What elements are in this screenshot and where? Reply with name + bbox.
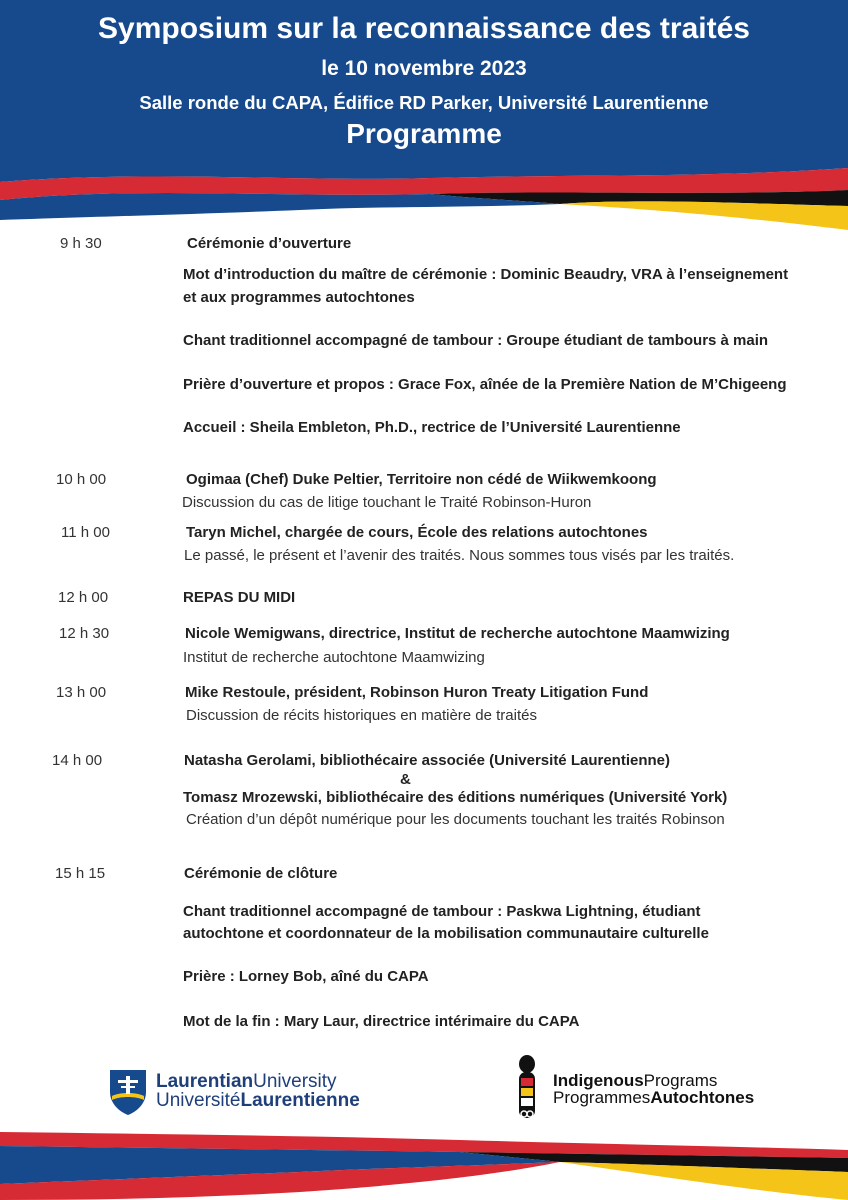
- indigenous-programs-emblem-icon: [512, 1054, 542, 1126]
- time-slot: 11 h 00: [61, 524, 110, 541]
- logo-text-part: Indigenous: [553, 1071, 644, 1090]
- session-title-second: Tomasz Mrozewski, bibliothécaire des éditions numériques (Université York): [183, 789, 728, 806]
- session-title: Cérémonie d’ouverture: [187, 235, 352, 252]
- time-slot: 12 h 00: [58, 589, 109, 606]
- section-title: Programme: [346, 118, 502, 149]
- program-item: Prière : Lorney Bob, aîné du CAPA: [183, 968, 429, 985]
- event-venue: Salle ronde du CAPA, Édifice RD Parker, Université Laurentienne: [139, 92, 709, 113]
- header-banner: [0, 0, 848, 162]
- program-item: autochtone et coordonnateur de la mobilisation communautaire culturelle: [183, 925, 709, 942]
- ampersand: &: [400, 771, 411, 788]
- program-item: et aux programmes autochtones: [183, 289, 415, 306]
- time-slot: 13 h 00: [56, 684, 107, 701]
- laurentian-logo-text: [156, 1072, 360, 1110]
- logo-text-part: Université: [156, 1090, 241, 1111]
- logo-text-part: University: [253, 1071, 337, 1092]
- program-item: Accueil : Sheila Embleton, Ph.D., rectrice de l’Université Laurentienne: [183, 419, 681, 436]
- session-description: Discussion de récits historiques en matière de traités: [186, 707, 537, 724]
- logo-text-part: Laurentian: [156, 1071, 254, 1092]
- logo-text-part: Programmes: [553, 1088, 651, 1107]
- session-description: Institut de recherche autochtone Maamwizing: [183, 649, 485, 666]
- laurentian-crest-icon: [106, 1066, 150, 1116]
- session-title: REPAS DU MIDI: [183, 589, 296, 606]
- time-slot: 10 h 00: [56, 471, 107, 488]
- page-title: Symposium sur la reconnaissance des traités: [98, 12, 750, 45]
- session-title: Nicole Wemigwans, directrice, Institut de recherche autochtone Maamwizing: [185, 625, 730, 642]
- session-title: Natasha Gerolami, bibliothécaire associée (Université Laurentienne): [184, 752, 670, 769]
- program-item: Mot de la fin : Mary Laur, directrice intérimaire du CAPA: [183, 1013, 580, 1030]
- indigenous-programs-logo-text: [553, 1072, 754, 1106]
- event-date: le 10 novembre 2023: [321, 57, 527, 80]
- logo-text-part: Autochtones: [650, 1088, 755, 1107]
- session-title: Ogimaa (Chef) Duke Peltier, Territoire non cédé de Wiikwemkoong: [186, 471, 657, 488]
- program-item: Chant traditionnel accompagné de tambour : Groupe étudiant de tambours à main: [183, 332, 769, 349]
- session-description: Discussion du cas de litige touchant le Traité Robinson-Huron: [182, 494, 592, 511]
- program-item: Mot d’introduction du maître de cérémonie : Dominic Beaudry, VRA à l’enseignement: [183, 266, 789, 283]
- logo-text-part: Programs: [643, 1071, 718, 1090]
- decorative-wave-top: [0, 160, 848, 230]
- session-title: Mike Restoule, président, Robinson Huron Treaty Litigation Fund: [185, 684, 649, 701]
- session-title: Cérémonie de clôture: [184, 865, 338, 882]
- decorative-wave-bottom: [0, 1128, 848, 1200]
- session-description: Création d’un dépôt numérique pour les documents touchant les traités Robinson: [186, 811, 725, 828]
- time-slot: 12 h 30: [59, 625, 110, 642]
- program-item: Prière d’ouverture et propos : Grace Fox, aînée de la Première Nation de M’Chigeeng: [183, 376, 787, 393]
- program-item: Chant traditionnel accompagné de tambour : Paskwa Lightning, étudiant: [183, 903, 701, 920]
- time-slot: 9 h 30: [60, 235, 102, 252]
- session-title: Taryn Michel, chargée de cours, École des relations autochtones: [186, 524, 648, 541]
- logo-text-part: Laurentienne: [240, 1090, 360, 1111]
- time-slot: 15 h 15: [55, 865, 106, 882]
- time-slot: 14 h 00: [52, 752, 103, 769]
- session-description: Le passé, le présent et l’avenir des traités. Nous sommes tous visés par les traités.: [184, 547, 735, 564]
